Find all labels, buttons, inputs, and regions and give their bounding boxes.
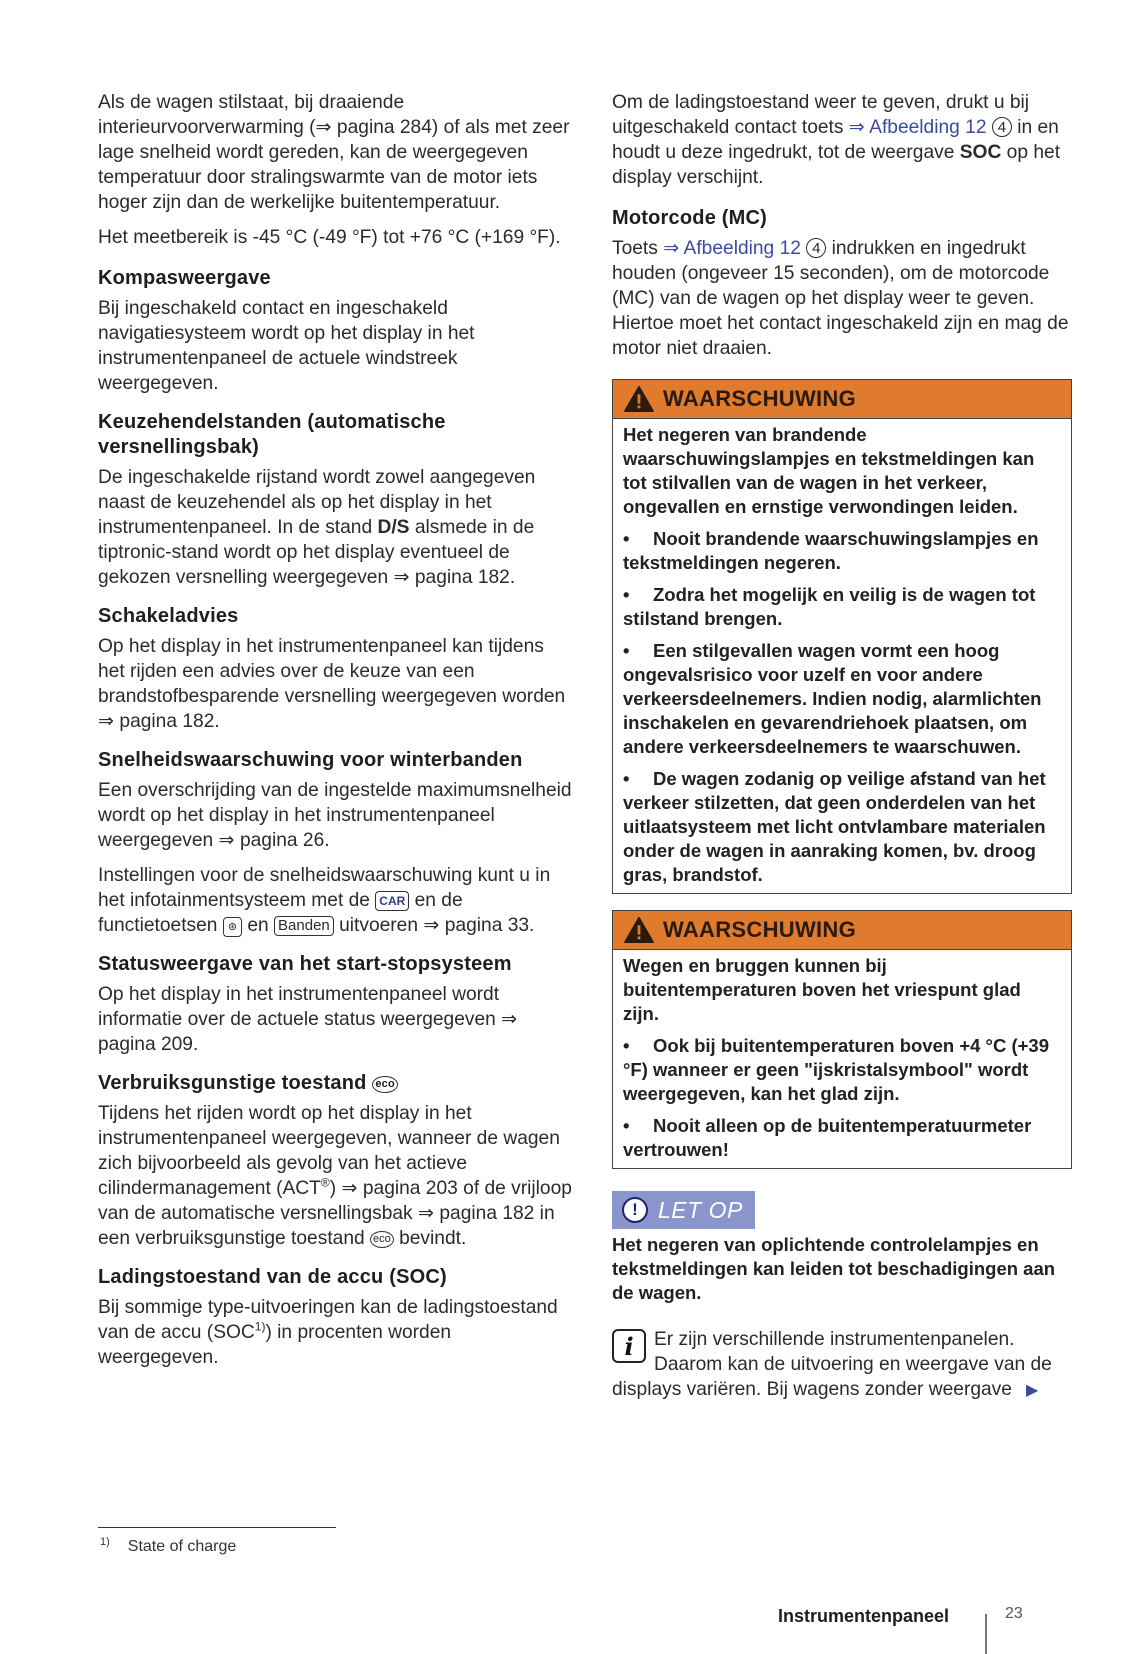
- text-run: Bij sommige type-uitvoeringen kan de ladingstoestand van de accu (SOC: [98, 1297, 558, 1343]
- car-key-icon: CAR: [375, 891, 409, 911]
- text-run: Om de ladingstoestand weer te geven, drukt u bij uitgeschakeld contact toets: [612, 92, 1030, 138]
- soc-paragraph: [612, 90, 1072, 190]
- section-body-2: [98, 863, 574, 938]
- text-run: Instellingen voor de snelheidswaarschuwing kunt u in het infotainmentsysteem met de: [98, 865, 551, 911]
- section-body: [98, 1101, 574, 1251]
- registered-mark: ®: [320, 1175, 330, 1190]
- section-ladingstoestand: [98, 1265, 574, 1370]
- warning-header: [613, 911, 1071, 950]
- heading-text: Verbruiksgunstige toestand: [98, 1072, 367, 1094]
- continue-arrow-icon: ▶: [1025, 1382, 1039, 1399]
- exclamation-circle-icon: !: [622, 1197, 648, 1223]
- bullet-icon: •: [623, 1115, 630, 1136]
- section-body: [612, 236, 1072, 361]
- text-run: indrukken en ingedrukt houden (ongeveer 15 seconden), om de motorcode (MC) van de wagen op het display weer te geven. Hiertoe moet het contact ingeschakeld zijn en mag de motor niet draaien.: [612, 238, 1069, 359]
- warning-bullet: [623, 527, 1061, 575]
- section-body: Een overschrijding van de ingestelde maximumsnelheid wordt op het display in het instrumentenpaneel weergegeven ⇒ pagina 26.: [98, 780, 572, 851]
- page-number: 23: [1005, 1605, 1023, 1622]
- eco-icon: eco: [370, 1231, 394, 1248]
- text-run: en: [242, 915, 275, 936]
- info-icon: i: [612, 1329, 646, 1363]
- section-body: Op het display in het instrumentenpaneel wordt informatie over de actuele status weergegeven ⇒ pagina 209.: [98, 984, 518, 1055]
- bullet-icon: •: [623, 584, 630, 605]
- section-heading: Motorcode (MC): [612, 207, 767, 229]
- notice-text: Het negeren van oplichtende controlelampjes en tekstmeldingen kan leiden tot beschadigingen aan de wagen.: [612, 1234, 1056, 1303]
- bullet-text: Een stilgevallen wagen vormt een hoog ongevalsrisico voor uzelf en voor andere verkeersdeelnemers. Indien nodig, alarmlichten inschakelen en gevarendriehoek plaatsen, om andere verkeersdeelnemers te waarschuwen.: [623, 640, 1042, 757]
- bullet-text: Nooit brandende waarschuwingslampjes en tekstmeldingen negeren.: [623, 528, 1039, 573]
- warning-bullet: [623, 639, 1061, 759]
- section-heading: Statusweergave van het start-stopsysteem: [98, 953, 512, 975]
- section-start-stop-status: [98, 952, 574, 1057]
- bullet-text: De wagen zodanig op veilige afstand van het verkeer stilzetten, dat geen onderdelen van het uitlaatsysteem met licht ontvlambare materialen onder de wagen in aanraking komen, bv. droog gras, brandstof.: [623, 768, 1046, 885]
- notice-label: LET OP: [658, 1196, 743, 1223]
- right-column: [612, 90, 1072, 1403]
- warning-bullet: [623, 767, 1061, 887]
- figure-link[interactable]: ⇒ Afbeelding 12: [848, 117, 987, 138]
- section-heading: Snelheidswaarschuwing voor winterbanden: [98, 749, 523, 771]
- text-run: Tijdens het rijden wordt op het display in het instrumentenpaneel weergegeven, wanneer de wagen zich bijvoorbeeld als gevolg van het actieve cilindermanagement (ACT: [98, 1103, 560, 1199]
- bullet-icon: •: [623, 768, 630, 789]
- footnote-marker: 1): [100, 1535, 110, 1548]
- info-text: [612, 1327, 1072, 1403]
- warning-intro: Wegen en bruggen kunnen bij buitentemperaturen boven het vriespunt glad zijn.: [623, 955, 1021, 1024]
- bullet-text: Zodra het mogelijk en veilig is de wagen tot stilstand brengen.: [623, 584, 1036, 629]
- warning-label: WAARSCHUWING: [663, 917, 857, 942]
- left-column: [98, 90, 574, 1384]
- soc-display-label: SOC: [959, 142, 1002, 163]
- callout-number-icon: 4: [992, 117, 1012, 137]
- warning-bullet: [623, 1114, 1061, 1162]
- text-run: op het display verschijnt.: [612, 142, 1061, 188]
- text-run: in en houdt u deze ingedrukt, tot de weergave: [612, 117, 1059, 163]
- figure-link[interactable]: ⇒ Afbeelding 12: [663, 238, 801, 259]
- gear-position-label: D/S: [377, 517, 410, 538]
- notice-header: [612, 1191, 755, 1229]
- tyre-function-key-icon: ⊛: [223, 917, 242, 937]
- banden-function-key: Banden: [274, 916, 334, 936]
- text-run: De ingeschakelde rijstand wordt zowel aangegeven naast de keuzehendel als op het display in het instrumentenpaneel. In de stand: [98, 467, 536, 538]
- warning-bullet: [623, 1034, 1061, 1106]
- section-heading: [98, 1071, 574, 1096]
- info-text-content: Er zijn verschillende instrumentenpanelen. Daarom kan de uitvoering en weergave van de displays variëren. Bij wagens zonder weergave: [612, 1329, 1052, 1400]
- footer-chapter-title: Instrumentenpaneel: [778, 1606, 950, 1626]
- section-body: [98, 1295, 574, 1370]
- info-note: [612, 1327, 1072, 1403]
- footnote-divider: [98, 1527, 336, 1528]
- warning-box-1: [612, 379, 1072, 894]
- section-snelheidswaarschuwing: [98, 748, 574, 938]
- section-heading: Schakeladvies: [98, 605, 239, 627]
- section-body: [98, 465, 574, 590]
- text-run: bevindt.: [393, 1228, 467, 1249]
- text-run: Toets: [612, 238, 664, 259]
- footnote: [100, 1535, 237, 1556]
- intro-paragraph-1: Als de wagen stilstaat, bij draaiende interieurvoorverwarming (⇒ pagina 284) of als met zeer lage snelheid wordt gereden, kan de weergegeven temperatuur door stralingswarmte van de motor iets hoger zijn dan de werkelijke buitentemperatuur.: [98, 92, 570, 213]
- bullet-text: Ook bij buitentemperaturen boven +4 °C (+39 °F) wanneer er geen "ijskristalsymbool" wordt weergegeven, kan het glad zijn.: [623, 1035, 1049, 1104]
- section-motorcode: [612, 206, 1072, 361]
- warning-body: [613, 950, 1071, 1168]
- text-run: alsmede in de tiptronic-stand wordt op het display eventueel de gekozen versnelling weergegeven ⇒ pagina 182.: [98, 517, 535, 588]
- warning-bullet: [623, 583, 1061, 631]
- callout-number-icon: 4: [806, 238, 826, 258]
- footer-divider: [985, 1614, 987, 1654]
- text-run: en de functietoetsen: [98, 890, 463, 936]
- warning-box-2: [612, 910, 1072, 1169]
- warning-body: [613, 419, 1071, 893]
- section-body: Op het display in het instrumentenpaneel kan tijdens het rijden een advies over de keuze van een brandstofbesparende versnelling weergegeven worden ⇒ pagina 182.: [98, 636, 566, 732]
- section-heading: Kompasweergave: [98, 267, 271, 289]
- text-run: ) in procenten worden weergegeven.: [98, 1322, 452, 1368]
- text-run: ) ⇒ pagina 203 of de vrijloop van de automatische versnellingsbak ⇒ pagina 182 in een verbruiksgunstige toestand: [98, 1178, 572, 1249]
- warning-triangle-icon: [623, 386, 655, 412]
- bullet-text: Nooit alleen op de buitentemperatuurmeter vertrouwen!: [623, 1115, 1032, 1160]
- warning-label: WAARSCHUWING: [663, 386, 857, 411]
- bullet-icon: •: [623, 1035, 630, 1056]
- section-heading: Ladingstoestand van de accu (SOC): [98, 1266, 447, 1288]
- intro-paragraph-2: Het meetbereik is -45 °C (-49 °F) tot +76 °C (+169 °F).: [98, 227, 561, 248]
- warning-triangle-icon: [623, 917, 655, 943]
- section-kompasweergave: [98, 266, 574, 396]
- eco-icon: eco: [372, 1076, 398, 1093]
- footnote-text: State of charge: [127, 1538, 237, 1555]
- warning-intro: Het negeren van brandende waarschuwingslampjes en tekstmeldingen kan tot stilvallen van de wagen in het verkeer, ongevallen en ernstige verwondingen leiden.: [623, 424, 1035, 517]
- bullet-icon: •: [623, 640, 630, 661]
- section-keuzehendelstanden: [98, 410, 574, 590]
- section-verbruiksgunstige-toestand: [98, 1071, 574, 1251]
- section-body: Bij ingeschakeld contact en ingeschakeld navigatiesysteem wordt op het display in het instrumentenpaneel de actuele windstreek weergegeven.: [98, 298, 475, 394]
- bullet-icon: •: [623, 528, 630, 549]
- text-run: uitvoeren ⇒ pagina 33.: [333, 915, 535, 936]
- warning-header: [613, 380, 1071, 419]
- section-heading: Keuzehendelstanden (automatische versnellingsbak): [98, 411, 446, 458]
- footnote-reference[interactable]: 1): [254, 1319, 266, 1334]
- section-schakeladvies: [98, 604, 574, 734]
